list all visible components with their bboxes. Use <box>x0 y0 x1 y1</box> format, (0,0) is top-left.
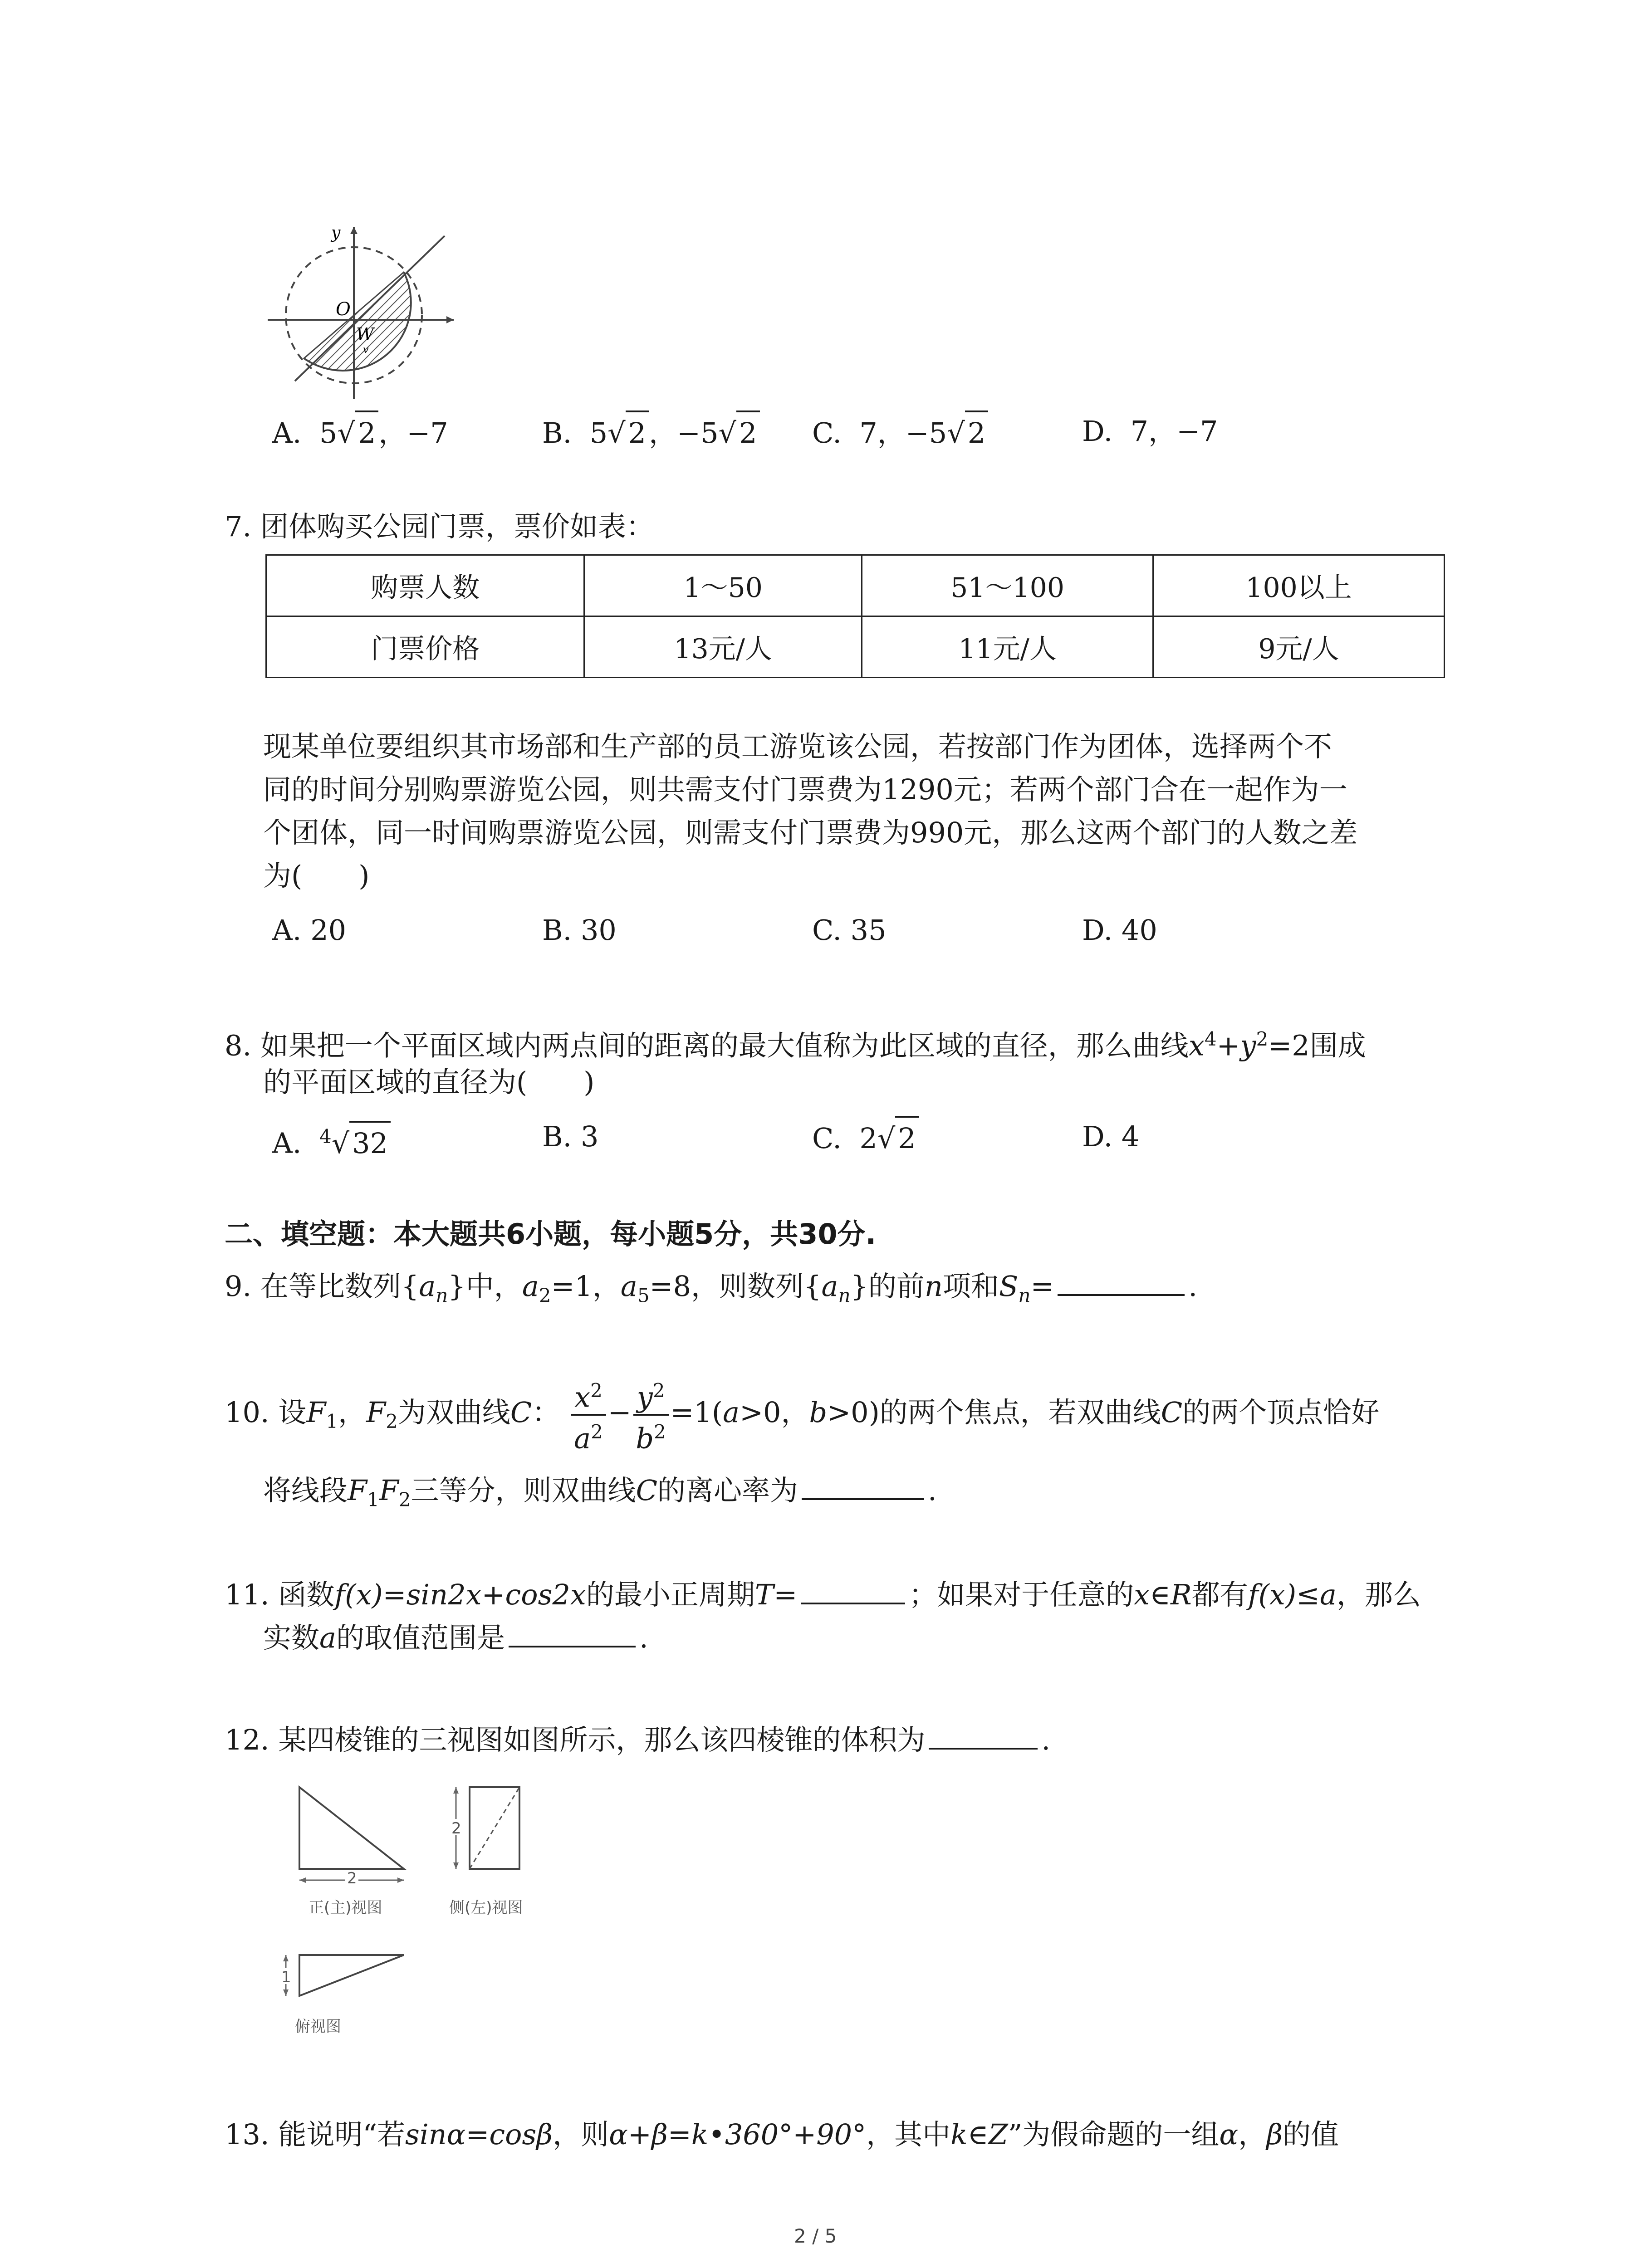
q6-origin-label: O <box>336 299 351 320</box>
q12-top-view <box>277 1946 413 2009</box>
table-cell: 51～100 <box>862 555 1153 616</box>
table-cell: 门票价格 <box>266 616 584 678</box>
section-title: 二、填空题：本大题共6小题，每小题5分，共30分. <box>225 1217 877 1251</box>
q7-para-line-2: 同的时间分别购票游览公园，则共需支付门票费为1290元；若两个部门合在一起作为一 <box>263 773 1347 806</box>
q10-fraction-y: $\frac{y^2}{b^2}$ <box>633 1374 669 1455</box>
q10-fraction-x: $\frac{x^2}{a^2}$ <box>571 1374 606 1455</box>
q7-option-a: A. 20 <box>272 914 347 947</box>
q6-v-label: v <box>363 344 369 356</box>
page-number: 2 / 5 <box>794 2225 837 2247</box>
q11-period-blank[interactable] <box>801 1575 905 1604</box>
q7-option-d: D. 40 <box>1082 914 1157 947</box>
q8-line-1: 8. 如果把一个平面区域内两点间的距离的最大值称为此区域的直径，那么曲线$x^4+y^2=2$围成 <box>225 1028 1366 1062</box>
q6-option-a: A. 5√2，−7 <box>272 411 448 454</box>
q8-option-d: D. 4 <box>1082 1120 1140 1153</box>
q7-para-line-3: 个团体，同一时间购票游览公园，则需支付门票费为990元，那么这两个部门的人数之差 <box>263 816 1358 849</box>
q12-front-caption: 正(主)视图 <box>309 1899 382 1917</box>
q7-para-line-1: 现某单位要组织其市场部和生产部的员工游览该公园，若按部门作为团体，选择两个不 <box>263 730 1332 763</box>
table-cell: 100以上 <box>1153 555 1445 616</box>
q7-stem: 7. 团体购买公园门票，票价如表： <box>225 510 654 543</box>
q11-line-2: 实数a的取值范围是 . <box>263 1617 648 1659</box>
q12-side-caption: 侧(左)视图 <box>449 1899 523 1917</box>
q7-option-c: C. 35 <box>812 914 887 947</box>
q12-side-view <box>447 1783 529 1892</box>
q12-front-width-label: 2 <box>347 1869 357 1887</box>
q9-line: 9. 在等比数列$\{a_n\}$中，$a_2=1$，$a_5=8$，则数列$\{a_n\}$的前n项和$S_n=$ . <box>225 1266 1197 1316</box>
q6-option-c: C. 7，−5√2 <box>812 411 988 454</box>
q6-y-label: y <box>331 224 341 242</box>
q11-range-blank[interactable] <box>509 1618 636 1647</box>
q8-option-a: A. $^4$√32 <box>272 1116 391 1164</box>
q6-option-d: D. 7，−7 <box>1082 415 1218 448</box>
q13-line: 13. 能说明“若sinα=cosβ，则α+β=k•360°+90°，其中k∈Z”为假命题的一组α，β的值 <box>225 2118 1339 2151</box>
q10-line-2: 将线段$F_1F_2$三等分，则双曲线C的离心率为 . <box>263 1470 937 1520</box>
q11-line-1: 11. 函数f(x)=sin2x+cos2x的最小正周期T= ；如果对于任意的x∈R都有f(x)≤a，那么 <box>225 1574 1421 1616</box>
table-row <box>266 555 1445 616</box>
q6-figure <box>263 218 463 399</box>
table-cell: 购票人数 <box>266 555 584 616</box>
table-row <box>266 616 1445 678</box>
q8-line-2: 的平面区域的直径为( ) <box>263 1066 595 1099</box>
q10-answer-blank[interactable] <box>802 1471 924 1500</box>
q6-option-b: B. 5√2，−5√2 <box>542 411 760 454</box>
q12-side-height-label: 2 <box>451 1819 461 1838</box>
q12-top-height-label: 1 <box>281 1968 291 1986</box>
table-cell: 13元/人 <box>584 616 862 678</box>
table-cell: 1～50 <box>584 555 862 616</box>
q12-top-caption: 俯视图 <box>295 2018 341 2036</box>
q7-para-line-4: 为( ) <box>263 859 370 892</box>
q12-answer-blank[interactable] <box>929 1721 1038 1750</box>
q7-option-b: B. 30 <box>542 914 617 947</box>
table-cell: 9元/人 <box>1153 616 1445 678</box>
q10-line-1: 10. 设$F_1$，$F_2$为双曲线C： $\frac{x^2}{a^2}$ − $\frac{y^2}{b^2}$ =1(a>0，b>0)的两个焦点，若双曲线C的两个顶点恰好 <box>225 1374 1379 1456</box>
q6-w-label: W <box>356 324 374 344</box>
q7-price-table <box>265 554 1445 678</box>
q12-stem: 12. 某四棱锥的三视图如图所示，那么该四棱锥的体积为 . <box>225 1719 1050 1761</box>
q12-front-view <box>290 1783 417 1892</box>
table-cell: 11元/人 <box>862 616 1153 678</box>
q9-answer-blank[interactable] <box>1058 1267 1185 1296</box>
q8-option-b: B. 3 <box>542 1120 599 1153</box>
q8-option-c: C. 2√2 <box>812 1116 919 1159</box>
